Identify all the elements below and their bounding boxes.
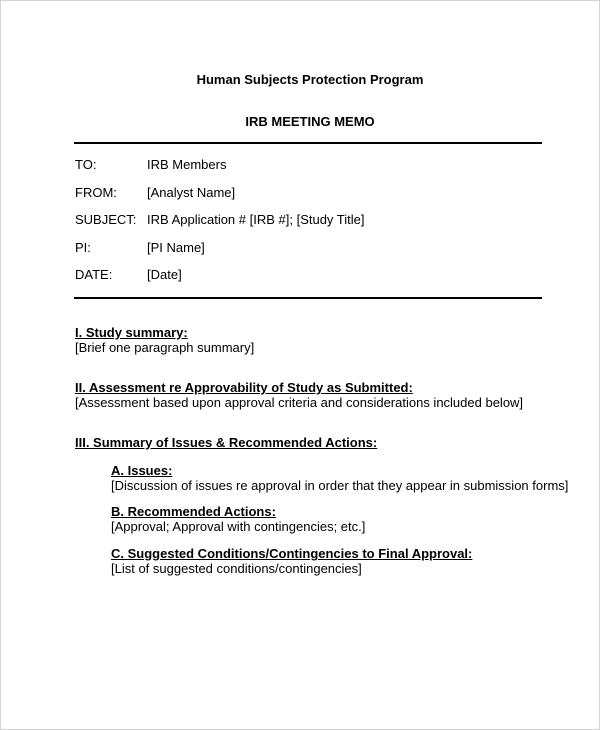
from-value: [Analyst Name] <box>147 185 236 200</box>
summary-issues-heading: III. Summary of Issues & Recommended Actions: <box>75 435 378 450</box>
from-label: FROM: <box>75 185 117 200</box>
date-value: [Date] <box>147 267 182 282</box>
pi-value: [PI Name] <box>147 240 205 255</box>
suggested-conditions-heading: C. Suggested Conditions/Contingencies to Final Approval: <box>111 546 473 561</box>
memo-title: IRB MEETING MEMO <box>245 114 375 129</box>
header-bottom-rule <box>74 297 542 299</box>
study-summary-body: [Brief one paragraph summary] <box>75 340 255 355</box>
recommended-actions-heading: B. Recommended Actions: <box>111 504 276 519</box>
subject-value: IRB Application # [IRB #]; [Study Title] <box>147 212 365 227</box>
subject-label: SUBJECT: <box>75 212 137 227</box>
assessment-body: [Assessment based upon approval criteria and considerations included below] <box>75 395 524 410</box>
date-label: DATE: <box>75 267 113 282</box>
study-summary-heading: I. Study summary: <box>75 325 188 340</box>
to-value: IRB Members <box>147 157 227 172</box>
to-label: TO: <box>75 157 97 172</box>
issues-body: [Discussion of issues re approval in order that they appear in submission forms] <box>111 478 569 493</box>
suggested-conditions-body: [List of suggested conditions/contingencies] <box>111 561 362 576</box>
issues-heading: A. Issues: <box>111 463 173 478</box>
pi-label: PI: <box>75 240 91 255</box>
recommended-actions-body: [Approval; Approval with contingencies; etc.] <box>111 519 366 534</box>
program-title: Human Subjects Protection Program <box>196 72 424 87</box>
header-top-rule <box>74 142 542 144</box>
assessment-heading: II. Assessment re Approvability of Study as Submitted: <box>75 380 413 395</box>
